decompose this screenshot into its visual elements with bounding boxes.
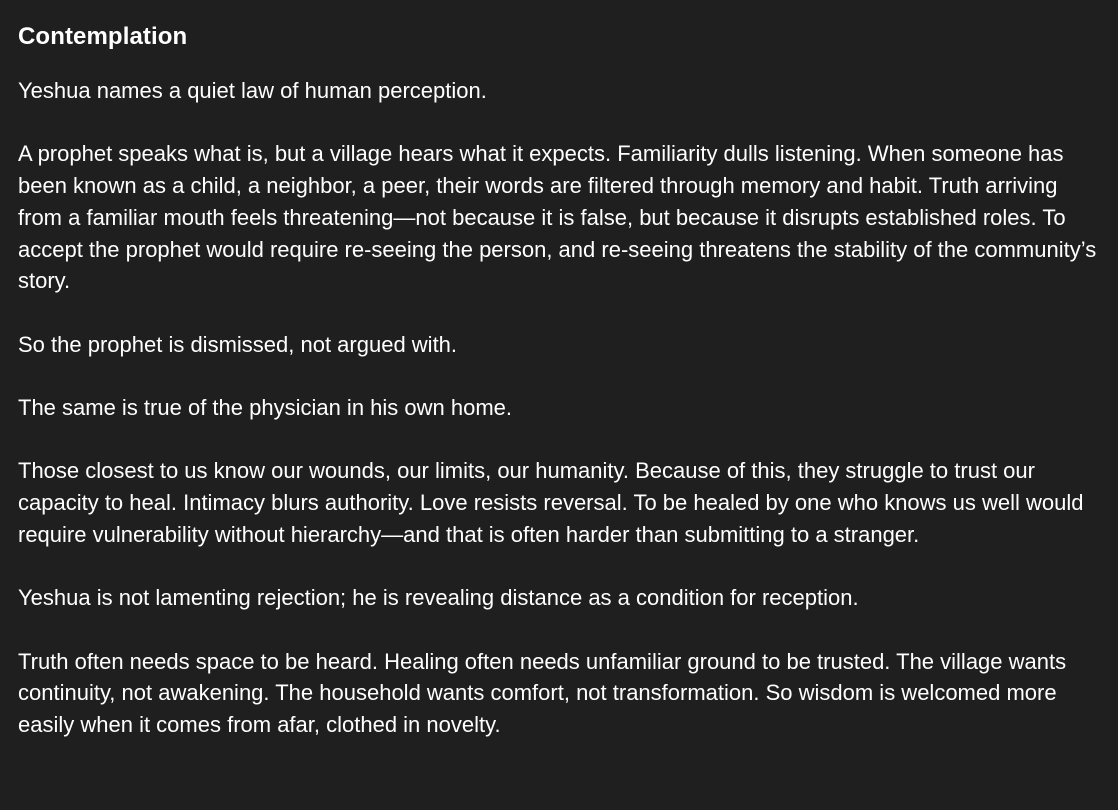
paragraph-1: Yeshua names a quiet law of human perception. (18, 78, 487, 103)
document-title: Contemplation (18, 23, 188, 50)
paragraph-4: The same is true of the physician in his own home. (18, 394, 513, 420)
paragraph-2: A prophet speaks what is, but a village hears what it expects. Familiarity dulls listening. When someone has been known as a child, a neighbor, a peer, their words are filtered through memory and habit. Truth arriving from a familiar mouth feels threatening—not because it is false, but because it disrupts established roles. To accept the prophet would require re-seeing the person, and re-seeing threatens the stability of the community’s story. (18, 141, 1097, 294)
paragraph-3: So the prophet is dismissed, not argued with. (18, 331, 458, 357)
paragraph-6: Yeshua is not lamenting rejection; he is revealing distance as a condition for reception. (18, 585, 859, 611)
paragraph-5: Those closest to us know our wounds, our limits, our humanity. Because of this, they struggle to trust our capacity to heal. Intimacy blurs authority. Love resists reversal. To be healed by one who knows us well would require vulnerability without hierarchy—and that is often harder than submitting to a stranger. (18, 458, 1084, 547)
paragraph-7: Truth often needs space to be heard. Healing often needs unfamiliar ground to be trusted. The village wants continuity, not awakening. The household wants comfort, not transformation. So wisdom is welcomed more easily when it comes from afar, clothed in novelty. (18, 648, 1067, 737)
